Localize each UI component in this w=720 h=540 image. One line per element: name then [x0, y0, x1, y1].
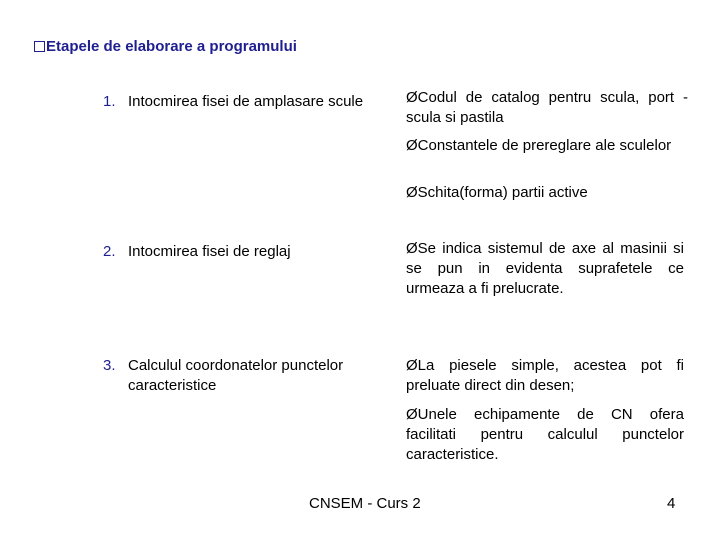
list-item-number: 3. — [103, 357, 116, 374]
detail-point-6: ØUnele echipamente de CN ofera facilitati pentru calculul punctelor caracteristice. — [406, 406, 684, 463]
list-item-3 — [103, 356, 388, 396]
detail-point-4: ØSe indica sistemul de axe al masinii si se pun in evidenta suprafetele ce urmeaza a fi prelucrate. — [406, 240, 684, 297]
list-item-1 — [103, 92, 381, 112]
slide-title — [34, 38, 297, 55]
detail-point-5: ØLa piesele simple, acestea pot fi preluate direct din desen; — [406, 357, 684, 394]
page-number: 4 — [667, 495, 676, 512]
detail-point-1: ØCodul de catalog pentru scula, port -scula si pastila — [406, 89, 688, 126]
list-item-text: Intocmirea fisei de amplasare scule — [128, 93, 364, 110]
detail-point-3: ØSchita(forma) partii active — [406, 184, 588, 201]
list-item-2 — [103, 242, 393, 262]
list-item-number: 2. — [103, 243, 116, 260]
list-item-text: Calculul coordonatelor punctelor caracteristice — [128, 357, 344, 394]
square-bullet-icon — [34, 41, 45, 52]
detail-point-2: ØConstantele de prereglare ale sculelor — [406, 137, 672, 154]
list-item-text: Intocmirea fisei de reglaj — [128, 243, 291, 260]
slide-title-text: Etapele de elaborare a programului — [46, 38, 297, 55]
footer-course: CNSEM - Curs 2 — [309, 495, 421, 512]
list-item-number: 1. — [103, 93, 116, 110]
